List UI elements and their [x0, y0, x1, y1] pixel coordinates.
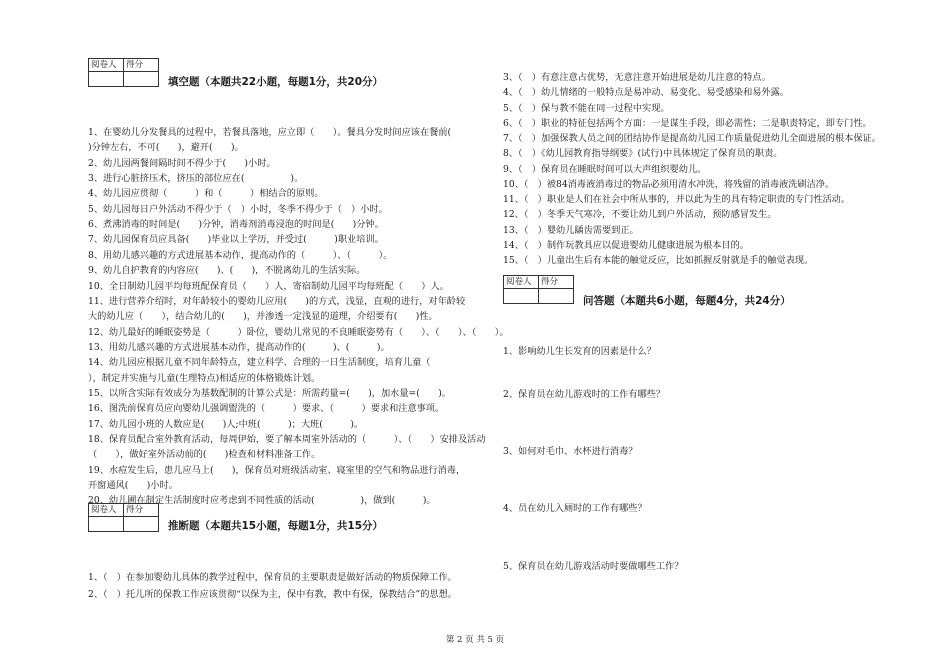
qa-question-line: 5、保育员在幼儿游戏活动时要做哪些工作？: [503, 561, 684, 572]
judge-question-line: 2、（ ）托儿所的保教工作应该贯彻“以保为主，保中有教，教中有保，保教结合”的思想。: [88, 588, 457, 600]
judge-question-line: 8、（ ）《幼儿园教育指导纲要》(试行)中具体规定了保育员的职责。: [503, 148, 783, 160]
score-cell[interactable]: [539, 289, 574, 304]
judge-question-line: 14、（ ）制作玩教具应以促进婴幼儿健康进展为根本目的。: [503, 239, 749, 251]
reviewer-label: 阅卷人: [89, 504, 124, 517]
fill-question-line: 6、煮沸消毒的时间是( )分钟，消毒剂消毒浸泡的时间是( )分钟。: [88, 219, 384, 231]
judge-question-line: 10、（ ）被84消毒液消毒过的物品必须用清水冲洗，将残留的消毒液洗刷洁净。: [503, 178, 835, 190]
fill-question-line: 开窗通风( )小时。: [88, 480, 178, 492]
fill-question-line: 20、幼儿圃在制定生活制度时应考虑到不同性质的活动( )，做到( )。: [88, 495, 436, 507]
reviewer-label: 阅卷人: [504, 276, 539, 289]
fill-question-line: 17、幼儿园小班的人数应是( )人;中班( )；大班( )。: [88, 418, 364, 430]
reviewer-cell[interactable]: [89, 517, 124, 532]
judge-section-title: 推断题（本题共15小题，每题1分，共15分）: [168, 520, 384, 532]
judge-question-line: 3、（ ）有意注意占优势，无意注意开始进展是幼儿注意的特点。: [503, 72, 771, 83]
judge-question-line: 5、（ ）保与教不能在同一过程中实现。: [503, 102, 670, 114]
fill-question-line: 3、进行心脏挤压术，挤压的部位应在( )。: [88, 173, 304, 185]
fill-question-line: )分钟左右，不可( )，避开( )。: [88, 142, 244, 154]
reviewer-cell[interactable]: [504, 289, 539, 304]
score-label: 得分: [539, 276, 574, 289]
page-footer: 第 2 页 共 5 页: [445, 635, 505, 645]
fill-question-line: 5、幼儿园每日户外活动不得少于（ ）小时，冬季不得少于（ ）小时。: [88, 203, 388, 215]
qa-question-line: 3、如何对毛巾、水杯进行消毒？: [503, 446, 638, 457]
judge-question-line: 11、（ ）职业是人们在社会中所从事的，并以此为生的具有特定职责的专门性活动。: [503, 194, 851, 205]
fill-question-line: ），制定并实施与儿童(生理特点)相适应的体格锻炼计划。: [88, 372, 321, 384]
score-box-fill: [88, 58, 159, 87]
fill-question-line: 15、以所含实际有效成分为基数配制的计算公式是：所需药量=( )，加水量=( )。: [88, 387, 451, 399]
score-cell[interactable]: [124, 517, 159, 532]
judge-question-line: 15、（ ）儿童出生后有本能的触觉反应，比如抓握反射就是手的触觉表现。: [503, 255, 814, 266]
qa-section-title: 问答题（本题共6小题，每题4分，共24分）: [583, 295, 791, 307]
judge-question-line: 4、（ ）幼儿情绪的一般特点是易冲动、易变化、易受感染和易外露。: [503, 87, 790, 99]
judge-question-line: 1、（ ）在参加婴幼儿具体的教学过程中，保育员的主要职责是做好活动的物质保障工作。: [88, 572, 457, 583]
judge-question-line: 13、（ ）婴幼儿龋齿需要到正。: [503, 224, 639, 236]
judge-question-line: 12、（ ）冬季天气寒冷，不要让幼儿到户外活动，预防感冒发生。: [503, 209, 777, 221]
fill-question-line: 大的幼儿应（ ），结合幼儿的( )，并渗透一定浅显的道理，介绍要有( )性。: [88, 311, 438, 323]
fill-question-line: 9、幼儿自护教育的内容应( )、( )，不脱离幼儿的生活实际。: [88, 265, 366, 277]
score-box-qa: [503, 275, 574, 304]
score-cell[interactable]: [124, 72, 159, 87]
fill-question-line: 11、进行营养介绍时，对年龄较小的婴幼儿应用( )的方式，浅显，直观的进行，对年龄较: [88, 295, 466, 307]
fill-question-line: 7、幼儿园保育员应具备( )毕业以上学历，并受过( )职业培训。: [88, 234, 384, 246]
fill-question-line: 13、用幼儿感兴趣的方式进展基本动作，提高动作的( )、( )。: [88, 341, 390, 353]
qa-question-line: 4、员在幼儿入厕时的工作有哪些？: [503, 503, 647, 514]
fill-question-line: 2、幼儿园两餐间隔时间不得少于( )小时。: [88, 157, 276, 169]
reviewer-label: 阅卷人: [89, 59, 124, 72]
reviewer-cell[interactable]: [89, 72, 124, 87]
fill-question-line: 8、用幼儿感兴趣的方式进展基本动作，提高动作的（ ）、（ ）。: [88, 249, 393, 261]
judge-question-line: 9、（ ）保育员在睡眠时间可以大声组织婴幼儿。: [503, 163, 707, 175]
fill-question-line: 1、在婴幼儿分发餐具的过程中，若餐具落地，应立即（ ）。餐具分发时间应该在餐前(: [88, 127, 470, 138]
qa-question-line: 1、影响幼儿生长发育的因素是什么？: [503, 346, 656, 357]
judge-question-line: 7、（ ）加强保教人员之间的团结协作是提高幼儿园工作质量促进幼儿全面进展的根本保证。: [503, 133, 881, 144]
fill-question-line: 16、图洗前保育员应向婴幼儿强调盥洗的（ ）要求、（ ）要求和注意事项。: [88, 403, 445, 415]
fill-question-line: 4、幼儿园应贯彻（ ）和（ ）相结合的原则。: [88, 188, 324, 200]
fill-section-title: 填空题（本题共22小题，每题1分，共20分）: [168, 76, 384, 88]
fill-question-line: 19、水痘发生后，患儿应马上( )，保育员对班级活动室、寝室里的空气和物品进行消毒，: [88, 464, 466, 476]
score-box-judge: [88, 503, 159, 532]
judge-question-line: 6、（ ）职业的特征包括两个方面：一是谋生手段，即必需性；二是职责特定，即专门性。: [503, 117, 872, 129]
fill-question-line: 12、幼儿最好的睡眠姿势是（ ）卧位，婴幼儿常见的不良睡眠姿势有（ ）、（ ）、（ ）。: [88, 326, 509, 338]
score-label: 得分: [124, 59, 159, 72]
fill-question-line: 18、保育员配合室外教育活动，每周伊始，要了解本周室外活动的（ ）、（ ）安排及活动: [88, 434, 486, 445]
qa-question-line: 2、保育员在幼儿游戏时的工作有哪些？: [503, 389, 666, 400]
fill-question-line: 10、全日制幼儿园平均每班配保育员（ ）人，寄宿制幼儿园平均每班配（ ）人。: [88, 280, 449, 292]
score-label: 得分: [124, 504, 159, 517]
fill-question-line: （ ），做好室外活动前的( )检查和材料准备工作。: [88, 449, 321, 461]
fill-question-line: 14、幼儿园应根据儿童不同年龄特点，建立科学、合理的一日生活制度，培育儿童（: [88, 357, 459, 369]
